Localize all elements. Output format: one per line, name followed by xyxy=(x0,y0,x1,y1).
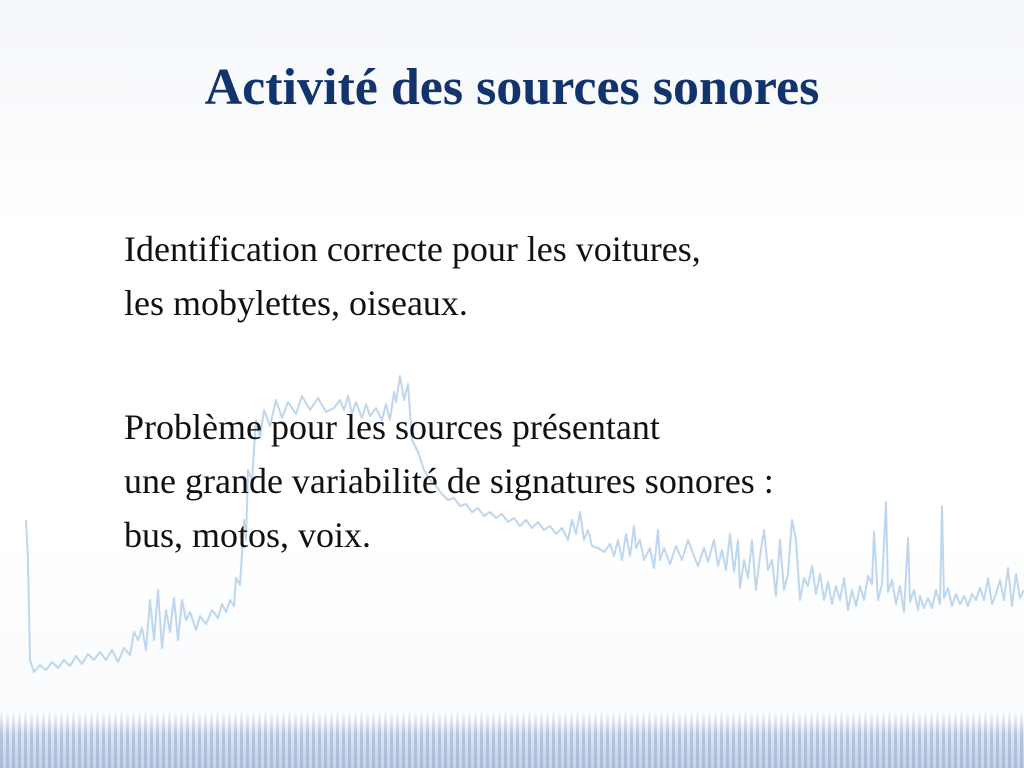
paragraph-line: une grande variabilité de signatures sonores : xyxy=(124,461,774,501)
footer-band xyxy=(0,712,1024,768)
slide-title: Activité des sources sonores xyxy=(204,59,820,116)
paragraph-line: Identification correcte pour les voitures, xyxy=(124,229,701,269)
paragraph-identification xyxy=(124,222,984,330)
paragraph-line: les mobylettes, oiseaux. xyxy=(124,283,468,323)
paragraph-problem xyxy=(124,400,984,562)
paragraph-line: Problème pour les sources présentant xyxy=(124,407,660,447)
paragraph-line: bus, motos, voix. xyxy=(124,515,372,555)
